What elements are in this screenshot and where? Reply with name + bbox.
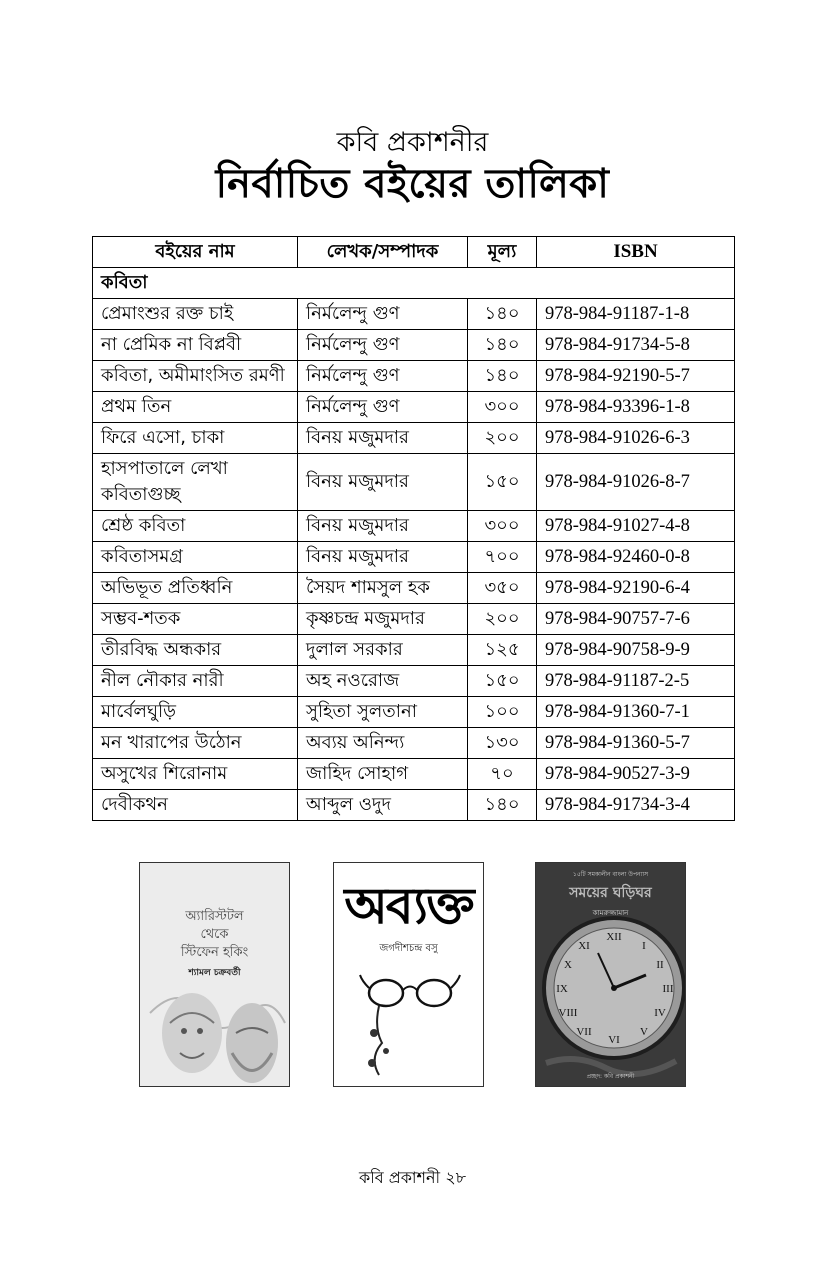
book-title-cell: প্রেমাংশুর রক্ত চাই <box>93 299 298 330</box>
isbn-cell: 978-984-91187-2-5 <box>537 666 735 697</box>
price-cell: ১০০ <box>468 697 537 728</box>
isbn-cell: 978-984-91360-5-7 <box>537 728 735 759</box>
cover-title: অব্যক্ত <box>344 876 473 935</box>
svg-text:III: III <box>662 983 674 995</box>
book-cover-obyakto <box>333 862 484 1087</box>
table-row <box>93 542 735 573</box>
book-cover-aristotle <box>139 862 290 1087</box>
isbn-cell: 978-984-91026-6-3 <box>537 423 735 454</box>
cover-author: কামরুজ্জামান <box>592 909 629 917</box>
table-row <box>93 361 735 392</box>
price-cell: ১৪০ <box>468 299 537 330</box>
book-title-cell: নীল নৌকার নারী <box>93 666 298 697</box>
isbn-cell: 978-984-91187-1-8 <box>537 299 735 330</box>
isbn-cell: 978-984-91734-5-8 <box>537 330 735 361</box>
author-cell: জাহিদ সোহাগ <box>298 759 468 790</box>
book-title-cell: অসুখের শিরোনাম <box>93 759 298 790</box>
table-row <box>93 728 735 759</box>
table-row <box>93 511 735 542</box>
table-row <box>93 423 735 454</box>
cover-title-line: থেকে <box>200 927 229 942</box>
isbn-cell: 978-984-92190-6-4 <box>537 573 735 604</box>
price-cell: ৩০০ <box>468 392 537 423</box>
table-row <box>93 454 735 511</box>
price-cell: ১৪০ <box>468 790 537 821</box>
author-cell: বিনয় মজুমদার <box>298 454 468 511</box>
section-row <box>93 268 735 299</box>
column-header-author: লেখক/সম্পাদক <box>298 237 468 268</box>
isbn-cell: 978-984-91026-8-7 <box>537 454 735 511</box>
table-row <box>93 573 735 604</box>
cover-title-line: অ্যারিস্টটল <box>185 909 244 924</box>
author-cell: বিনয় মজুমদার <box>298 511 468 542</box>
svg-text:I: I <box>642 940 646 952</box>
price-cell: ২০০ <box>468 604 537 635</box>
cover-top-line: ১৫টি সমকালীন বাংলা উপন্যাস <box>572 871 649 878</box>
price-cell: ১২৫ <box>468 635 537 666</box>
cover-author: শ্যামল চক্রবর্তী <box>188 968 241 978</box>
column-header-isbn: ISBN <box>537 237 735 268</box>
book-title-cell: মার্বেলঘুড়ি <box>93 697 298 728</box>
price-cell: ১৪০ <box>468 361 537 392</box>
svg-text:XII: XII <box>606 931 622 943</box>
column-header-price: মূল্য <box>468 237 537 268</box>
isbn-cell: 978-984-90757-7-6 <box>537 604 735 635</box>
price-cell: ১৪০ <box>468 330 537 361</box>
book-cover-clock <box>535 862 686 1087</box>
author-cell: আব্দুল ওদুদ <box>298 790 468 821</box>
book-title-cell: হাসপাতালে লেখা কবিতাগুচ্ছ <box>93 454 298 511</box>
author-cell: অহ নওরোজ <box>298 666 468 697</box>
table-row <box>93 330 735 361</box>
svg-text:XI: XI <box>578 940 590 952</box>
author-cell: নির্মলেন্দু গুণ <box>298 392 468 423</box>
isbn-cell: 978-984-90527-3-9 <box>537 759 735 790</box>
author-cell: বিনয় মজুমদার <box>298 423 468 454</box>
svg-text:IX: IX <box>556 983 568 995</box>
table-row <box>93 392 735 423</box>
svg-text:X: X <box>564 959 572 971</box>
book-title-cell: দেবীকথন <box>93 790 298 821</box>
table-row <box>93 697 735 728</box>
price-cell: ২০০ <box>468 423 537 454</box>
svg-text:IV: IV <box>654 1007 666 1019</box>
author-cell: নির্মলেন্দু গুণ <box>298 299 468 330</box>
column-header-title: বইয়ের নাম <box>93 237 298 268</box>
book-title-cell: কবিতা, অমীমাংসিত রমণী <box>93 361 298 392</box>
author-cell: সুহিতা সুলতানা <box>298 697 468 728</box>
price-cell: ১৫০ <box>468 666 537 697</box>
table-header-row <box>93 237 735 268</box>
svg-text:VIII: VIII <box>558 1007 578 1019</box>
book-title-cell: না প্রেমিক না বিপ্লবী <box>93 330 298 361</box>
table-row <box>93 635 735 666</box>
author-cell: কৃষ্ণচন্দ্র মজুমদার <box>298 604 468 635</box>
isbn-cell: 978-984-93396-1-8 <box>537 392 735 423</box>
table-row <box>93 666 735 697</box>
section-label: কবিতা <box>93 268 735 299</box>
publisher-heading: কবি প্রকাশনীর <box>336 127 489 158</box>
book-title-cell: কবিতাসমগ্র <box>93 542 298 573</box>
book-list-table <box>92 236 735 821</box>
svg-text:VI: VI <box>608 1034 620 1046</box>
isbn-cell: 978-984-92460-0-8 <box>537 542 735 573</box>
book-title-cell: তীরবিদ্ধ অন্ধকার <box>93 635 298 666</box>
price-cell: ৭০ <box>468 759 537 790</box>
price-cell: ৭০০ <box>468 542 537 573</box>
book-title-cell: মন খারাপের উঠোন <box>93 728 298 759</box>
table-row <box>93 759 735 790</box>
price-cell: ১৩০ <box>468 728 537 759</box>
price-cell: ১৫০ <box>468 454 537 511</box>
author-cell: নির্মলেন্দু গুণ <box>298 361 468 392</box>
page-footer: কবি প্রকাশনী ২৮ <box>358 1168 466 1187</box>
author-cell: অব্যয় অনিন্দ্য <box>298 728 468 759</box>
svg-text:VII: VII <box>576 1026 592 1038</box>
svg-text:II: II <box>656 959 664 971</box>
author-cell: বিনয় মজুমদার <box>298 542 468 573</box>
isbn-cell: 978-984-91027-4-8 <box>537 511 735 542</box>
book-title-cell: প্রথম তিন <box>93 392 298 423</box>
book-title-cell: অভিভূত প্রতিধ্বনি <box>93 573 298 604</box>
cover-title-line: স্টিফেন হকিং <box>180 945 249 960</box>
book-title-cell: শ্রেষ্ঠ কবিতা <box>93 511 298 542</box>
isbn-cell: 978-984-92190-5-7 <box>537 361 735 392</box>
isbn-cell: 978-984-90758-9-9 <box>537 635 735 666</box>
table-row <box>93 299 735 330</box>
author-cell: সৈয়দ শামসুল হক <box>298 573 468 604</box>
cover-author: জগদীশচন্দ্র বসু <box>379 943 438 954</box>
author-cell: নির্মলেন্দু গুণ <box>298 330 468 361</box>
book-title-cell: ফিরে এসো, চাকা <box>93 423 298 454</box>
isbn-cell: 978-984-91360-7-1 <box>537 697 735 728</box>
book-title-cell: সম্ভব-শতক <box>93 604 298 635</box>
cover-bottom-line: প্রচ্ছদ: কবি প্রকাশনী <box>586 1073 635 1080</box>
price-cell: ৩০০ <box>468 511 537 542</box>
table-row <box>93 604 735 635</box>
svg-text:V: V <box>640 1026 648 1038</box>
isbn-cell: 978-984-91734-3-4 <box>537 790 735 821</box>
price-cell: ৩৫০ <box>468 573 537 604</box>
author-cell: দুলাল সরকার <box>298 635 468 666</box>
table-row <box>93 790 735 821</box>
page-title: নির্বাচিত বইয়ের তালিকা <box>215 161 610 207</box>
cover-title: সময়ের ঘড়িঘর <box>569 885 652 901</box>
